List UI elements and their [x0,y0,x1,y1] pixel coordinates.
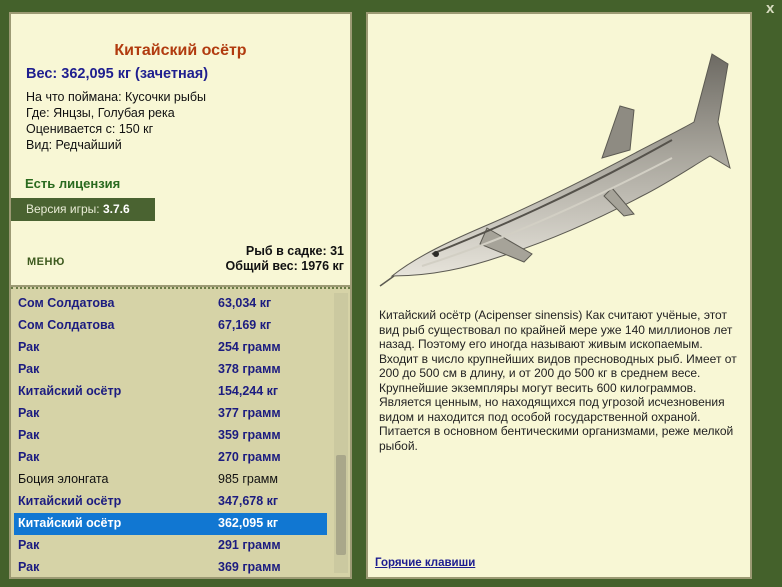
catch-weight: 985 грамм [218,472,278,486]
catch-name: Рак [18,362,40,376]
catch-weight: 378 грамм [218,362,281,376]
fish-info-panel [9,12,352,287]
catch-weight: 377 грамм [218,406,281,420]
hotkeys-link[interactable]: Горячие клавиши [375,557,476,569]
dotted-divider [11,287,350,289]
cage-summary [226,244,344,274]
fish-rarity: Вид: Редчайший [26,138,122,152]
catch-name: Сом Солдатова [18,318,115,332]
catch-row[interactable] [14,293,327,315]
scrollbar-thumb[interactable] [336,455,346,555]
catch-weight: 270 грамм [218,450,281,464]
version-value: 3.7.6 [102,202,130,216]
cage-total-weight: Общий вес: 1976 кг [225,259,344,273]
catch-name: Рак [18,406,40,420]
catch-row[interactable] [14,535,327,557]
fish-bait: На что поймана: Кусочки рыбы [26,90,206,104]
catch-row[interactable] [14,491,327,513]
sturgeon-image [372,18,746,308]
catch-weight: 347,678 кг [218,494,279,508]
catch-row[interactable] [14,557,327,579]
catch-row[interactable] [14,337,327,359]
fish-location: Где: Янцзы, Голубая река [26,106,175,120]
catch-row[interactable] [14,359,327,381]
catch-list [14,293,327,579]
catch-row[interactable] [14,425,327,447]
catch-weight: 359 грамм [218,428,281,442]
version-label: Версия игры: [26,202,100,216]
catch-name: Китайский осётр [18,384,122,398]
fish-weight: Вес: 362,095 кг (зачетная) [26,66,209,82]
catch-row[interactable] [14,403,327,425]
catch-list-scrollbar[interactable] [334,293,348,573]
catch-row[interactable] [14,513,327,535]
catch-name: Сом Солдатова [18,296,115,310]
catch-name: Боция элонгата [18,472,109,486]
catch-row[interactable] [14,447,327,469]
catch-row[interactable] [14,469,327,491]
catch-weight: 154,244 кг [218,384,279,398]
catch-name: Рак [18,538,40,552]
close-icon[interactable]: x [766,0,775,17]
game-version [11,198,155,221]
catch-row[interactable] [14,381,327,403]
catch-name: Китайский осётр [18,516,122,530]
fish-description: Китайский осётр (Acipenser sinensis) Как считают учёные, этот вид рыб существовал по крайней мере уже 140 миллионов лет назад. Поэтому его иногда называют живым ископаемым. Входит в число крупнейших видов пресноводных рыб. Имеет от 200 до 500 см в длину, и от 200 до 500 кг в среднем весе. Крупнейшие экземпляры могут весить 600 килограммов. Является ценным, но находящихся под угрозой исчезновения видом и находится под особой государственной охраной. Питается в основном бентическими организмами, реже мелкой рыбой. [379,308,737,453]
catch-name: Рак [18,340,40,354]
fish-title: Китайский осётр [114,42,247,59]
catch-row[interactable] [14,315,327,337]
catch-name: Рак [18,428,40,442]
license-status: Есть лицензия [25,176,121,191]
catch-weight: 67,169 кг [218,318,272,332]
catch-name: Рак [18,560,40,574]
catch-weight: 291 грамм [218,538,281,552]
catch-name: Рак [18,450,40,464]
catch-list-panel [9,287,352,579]
fish-detail-panel [366,12,752,579]
fish-valued: Оценивается с: 150 кг [26,122,154,136]
catch-weight: 254 грамм [218,340,281,354]
catch-weight: 63,034 кг [218,296,272,310]
cage-count: Рыб в садке: 31 [245,244,344,258]
catch-weight: 369 грамм [218,560,281,574]
catch-name: Китайский осётр [18,494,122,508]
menu-button[interactable]: МЕНЮ [27,256,65,268]
catch-weight: 362,095 кг [218,516,279,530]
